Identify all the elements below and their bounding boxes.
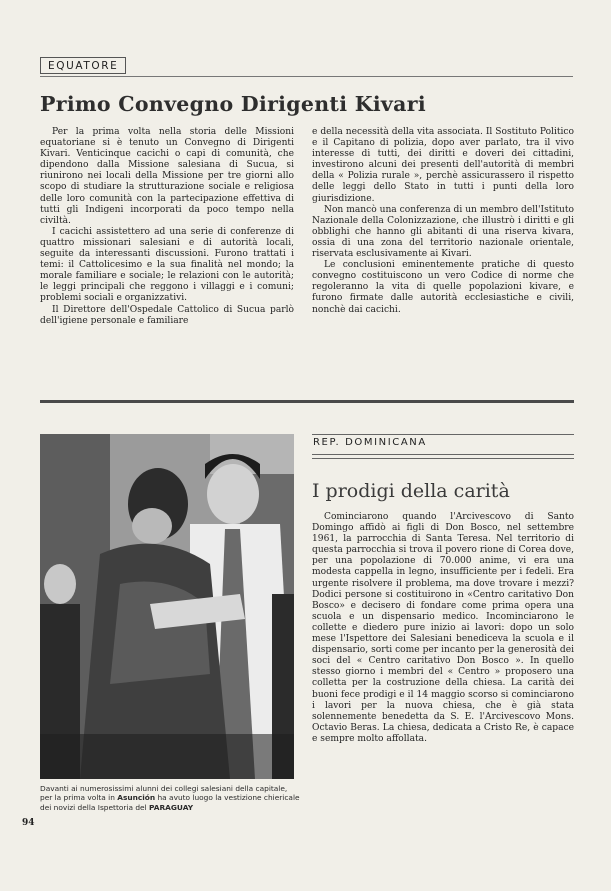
article-headline-kivari: Primo Convegno Dirigenti Kivari [40, 92, 426, 116]
page-number: 94 [22, 818, 35, 828]
paragraph: Non mancò una conferenza di un membro dell'Istituto Nazionale della Colonizzazione, che illustrò i diritti e gli obblighi che hanno gli abitanti di una riserva kivara, ossia di una zona del territorio nazionale orientale, riservata esclusivamente ai Kivari. [312, 204, 574, 260]
section-rule [312, 434, 574, 435]
header-rule [40, 76, 573, 77]
section-rule [312, 454, 574, 455]
paragraph: e della necessità della vita associata. Il Sostituto Politico e il Capitano di polizia, dopo aver parlato, tra il vivo interesse di tutti, dei diritti e doveri dei cittadini, investirono alcuni dei presenti dell'autorità di membri della « Polizia rurale », perchè assicurassero il rispetto delle leggi dello Stato in tutti i punti della loro giurisdizione. [312, 127, 574, 204]
caption-text: Davanti ai numerosissimi alunni dei collegi salesiani della capitale, per la prima volta in [40, 784, 288, 803]
paragraph: Per la prima volta nella storia delle Missioni equatoriane si è tenuto un Convegno di Dirigenti Kivari. Venticinque cacichi o capi di comunità, che dipendono dalla Missione salesiana di Sucua, si riunirono nei locali della Missione per tre giorni allo scopo di studiare la strutturazione sociale e religiosa delle loro comunità con la partecipazione effettiva di tutti gli Indigeni incorporati da poco tempo nella civiltà. [40, 127, 294, 226]
photo-vestizione [40, 434, 294, 779]
paragraph: I cacichi assistettero ad una serie di conferenze di quattro missionari salesiani e di autorità locali, seguite da interessanti discussioni. Furono trattati i temi: il Cattolicesimo e la sua finalità nel mondo; la morale familiare e sociale; le relazioni con le autorità; le leggi principali che reggono i villaggi e i comuni; problemi sociali e organizzativi. [40, 226, 294, 304]
paragraph: Il Direttore dell'Ospedale Cattolico di Sucua parlò dell'igiene personale e familiare [40, 304, 294, 326]
photo-illustration [40, 434, 294, 779]
article-column-left [40, 127, 294, 327]
section-tag-equatore: EQUATORE [40, 57, 126, 74]
section-divider [40, 400, 574, 403]
article-headline-carita: I prodigi della carità [312, 480, 510, 502]
caption-country-paraguay: PARAGUAY [148, 802, 194, 812]
article-column-dominicana [312, 512, 574, 745]
caption-text: ha avuto luogo la vestizione chiericale dei novizi della Ispettoria del [40, 793, 300, 812]
paragraph: Cominciarono quando l'Arcivescovo di Santo Domingo affidò ai figli di Don Bosco, nel settembre 1961, la parrocchia di Santa Teresa. Nel territorio di questa parrocchia si trova il povero rione di Corea dove, per una popolazione di 70.000 anime, vi era una modesta cappella in legno, insufficiente per i fedeli. Era urgente risolvere il problema, ma dove trovare i mezzi? Dodici persone si costituirono in «Centro caritativo Don Bosco» e decisero di fondare come prima opera una scuola e un dispensario medico. Incominciarono le collette e diedero pure inizio ai lavori: dopo un solo mese l'Ispettore dei Salesiani benediceva la scuola e il dispensario, sorti come per incanto per la generosità dei soci del « Centro caritativo Don Bosco ». In quello stesso giorno i membri del « Centro » proposero una colletta per la costruzione della chiesa. La carità dei buoni fece prodigi e il 14 maggio scorso si cominciarono i lavori per la nuova chiesa, che è già stata solennemente benedetta da S. E. l'Arcivescovo Mons. Octavio Beras. La chiesa, dedicata a Cristo Re, è capace e sempre molto affollata. [312, 512, 574, 744]
article-column-right [312, 127, 574, 316]
paragraph: Le conclusioni eminentemente pratiche di questo convegno costituiscono un vero Codice di norme che regoleranno la vita di quelle popolazioni kivare, e furono firmate dalle autorità ecclesiastiche e civili, nonchè dai cacichi. [312, 260, 574, 315]
photo-caption [40, 784, 300, 812]
section-tag-rep-dominicana: REP. DOMINICANA [313, 437, 427, 448]
caption-place-asuncion: Asunción [117, 793, 156, 803]
section-rule [312, 458, 574, 459]
